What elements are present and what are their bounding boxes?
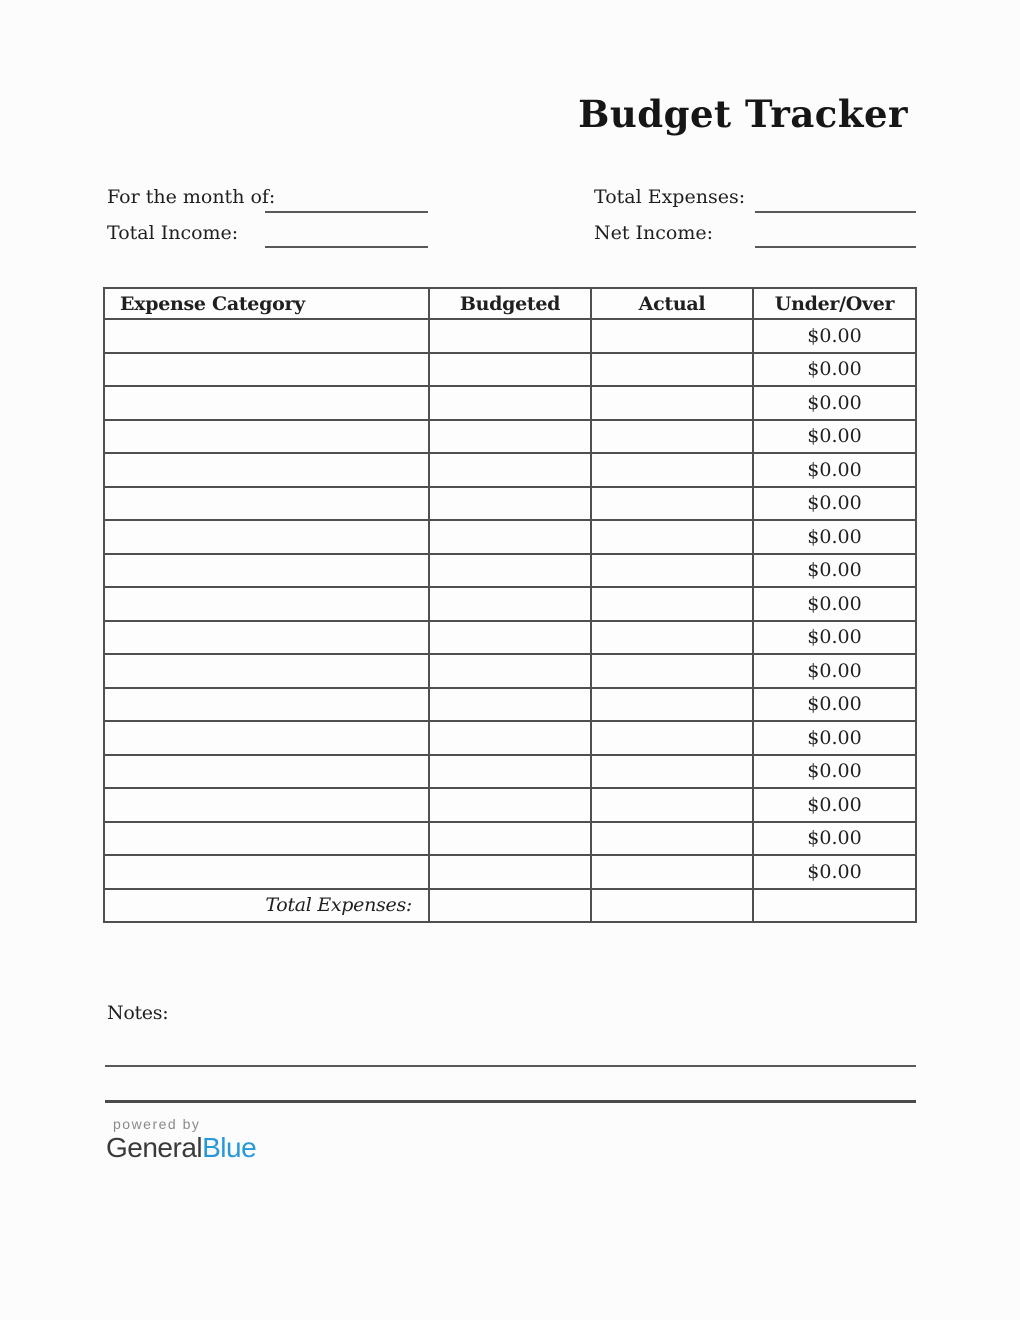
expense-row bbox=[104, 721, 916, 755]
expense-row bbox=[104, 353, 916, 387]
actual-cell[interactable] bbox=[591, 487, 753, 521]
expense-category-cell[interactable] bbox=[104, 755, 429, 789]
expense-category-cell[interactable] bbox=[104, 587, 429, 621]
under-over-cell: $0.00 bbox=[753, 353, 916, 387]
net-income-field-input[interactable] bbox=[755, 246, 916, 248]
budgeted-cell[interactable] bbox=[429, 487, 591, 521]
notes-line-1[interactable] bbox=[105, 1065, 916, 1067]
total-budgeted-cell bbox=[429, 889, 591, 923]
budgeted-cell[interactable] bbox=[429, 788, 591, 822]
expense-category-cell[interactable] bbox=[104, 453, 429, 487]
logo-text-blue: Blue bbox=[202, 1132, 257, 1163]
actual-cell[interactable] bbox=[591, 453, 753, 487]
under-over-cell: $0.00 bbox=[753, 453, 916, 487]
budgeted-cell[interactable] bbox=[429, 755, 591, 789]
powered-by-text: powered by bbox=[113, 1116, 201, 1132]
actual-cell[interactable] bbox=[591, 587, 753, 621]
budgeted-cell[interactable] bbox=[429, 621, 591, 655]
under-over-cell: $0.00 bbox=[753, 688, 916, 722]
actual-cell[interactable] bbox=[591, 420, 753, 454]
expense-category-cell[interactable] bbox=[104, 520, 429, 554]
expense-category-cell[interactable] bbox=[104, 788, 429, 822]
expense-category-cell[interactable] bbox=[104, 420, 429, 454]
expense-category-cell[interactable] bbox=[104, 353, 429, 387]
actual-cell[interactable] bbox=[591, 755, 753, 789]
under-over-cell: $0.00 bbox=[753, 386, 916, 420]
expense-category-cell[interactable] bbox=[104, 487, 429, 521]
expense-category-cell[interactable] bbox=[104, 319, 429, 353]
actual-cell[interactable] bbox=[591, 788, 753, 822]
under-over-cell: $0.00 bbox=[753, 587, 916, 621]
under-over-cell: $0.00 bbox=[753, 855, 916, 889]
total-expenses-row bbox=[104, 889, 916, 923]
month-field-label: For the month of: bbox=[107, 186, 276, 208]
expense-category-cell[interactable] bbox=[104, 554, 429, 588]
actual-cell[interactable] bbox=[591, 688, 753, 722]
budgeted-cell[interactable] bbox=[429, 420, 591, 454]
expense-category-cell[interactable] bbox=[104, 621, 429, 655]
budgeted-cell[interactable] bbox=[429, 654, 591, 688]
actual-cell[interactable] bbox=[591, 721, 753, 755]
actual-cell[interactable] bbox=[591, 520, 753, 554]
expense-row bbox=[104, 453, 916, 487]
budgeted-cell[interactable] bbox=[429, 587, 591, 621]
expense-table-header-row bbox=[104, 288, 916, 319]
actual-cell[interactable] bbox=[591, 353, 753, 387]
col-header-actual: Actual bbox=[591, 288, 753, 319]
actual-cell[interactable] bbox=[591, 654, 753, 688]
general-blue-logo bbox=[106, 1132, 256, 1164]
total-income-field-input[interactable] bbox=[265, 246, 428, 248]
under-over-cell: $0.00 bbox=[753, 520, 916, 554]
notes-label: Notes: bbox=[107, 1002, 169, 1024]
notes-line-2[interactable] bbox=[105, 1100, 916, 1103]
expense-row bbox=[104, 855, 916, 889]
logo-text-general: General bbox=[106, 1132, 203, 1163]
actual-cell[interactable] bbox=[591, 554, 753, 588]
actual-cell[interactable] bbox=[591, 386, 753, 420]
total-expenses-field-label: Total Expenses: bbox=[594, 186, 746, 208]
budgeted-cell[interactable] bbox=[429, 822, 591, 856]
budgeted-cell[interactable] bbox=[429, 855, 591, 889]
expense-row bbox=[104, 621, 916, 655]
under-over-cell: $0.00 bbox=[753, 721, 916, 755]
total-expenses-row-label: Total Expenses: bbox=[104, 889, 429, 923]
under-over-cell: $0.00 bbox=[753, 487, 916, 521]
under-over-cell: $0.00 bbox=[753, 755, 916, 789]
col-header-expense-category: Expense Category bbox=[104, 288, 429, 319]
expense-row bbox=[104, 487, 916, 521]
under-over-cell: $0.00 bbox=[753, 621, 916, 655]
expense-row bbox=[104, 554, 916, 588]
expense-row bbox=[104, 654, 916, 688]
under-over-cell: $0.00 bbox=[753, 420, 916, 454]
expense-row bbox=[104, 420, 916, 454]
under-over-cell: $0.00 bbox=[753, 822, 916, 856]
budgeted-cell[interactable] bbox=[429, 721, 591, 755]
actual-cell[interactable] bbox=[591, 822, 753, 856]
expense-category-cell[interactable] bbox=[104, 654, 429, 688]
page-title: Budget Tracker bbox=[578, 92, 908, 136]
expense-row bbox=[104, 319, 916, 353]
under-over-cell: $0.00 bbox=[753, 319, 916, 353]
under-over-cell: $0.00 bbox=[753, 554, 916, 588]
expense-row bbox=[104, 587, 916, 621]
budgeted-cell[interactable] bbox=[429, 386, 591, 420]
budgeted-cell[interactable] bbox=[429, 453, 591, 487]
budgeted-cell[interactable] bbox=[429, 353, 591, 387]
under-over-cell: $0.00 bbox=[753, 654, 916, 688]
budgeted-cell[interactable] bbox=[429, 319, 591, 353]
total-expenses-field-input[interactable] bbox=[755, 211, 916, 213]
col-header-under-over: Under/Over bbox=[753, 288, 916, 319]
expense-category-cell[interactable] bbox=[104, 688, 429, 722]
expense-row bbox=[104, 755, 916, 789]
expense-category-cell[interactable] bbox=[104, 721, 429, 755]
budgeted-cell[interactable] bbox=[429, 688, 591, 722]
total-actual-cell bbox=[591, 889, 753, 923]
expense-category-cell[interactable] bbox=[104, 855, 429, 889]
actual-cell[interactable] bbox=[591, 319, 753, 353]
expense-row bbox=[104, 822, 916, 856]
expense-row bbox=[104, 520, 916, 554]
expense-category-cell[interactable] bbox=[104, 822, 429, 856]
net-income-field-label: Net Income: bbox=[594, 222, 714, 244]
expense-row bbox=[104, 788, 916, 822]
actual-cell[interactable] bbox=[591, 621, 753, 655]
month-field-input[interactable] bbox=[265, 211, 428, 213]
budgeted-cell[interactable] bbox=[429, 554, 591, 588]
expense-category-cell[interactable] bbox=[104, 386, 429, 420]
expense-row bbox=[104, 688, 916, 722]
col-header-budgeted: Budgeted bbox=[429, 288, 591, 319]
expense-table bbox=[103, 287, 917, 923]
actual-cell[interactable] bbox=[591, 855, 753, 889]
total-under-over-cell bbox=[753, 889, 916, 923]
under-over-cell: $0.00 bbox=[753, 788, 916, 822]
budgeted-cell[interactable] bbox=[429, 520, 591, 554]
expense-row bbox=[104, 386, 916, 420]
total-income-field-label: Total Income: bbox=[107, 222, 239, 244]
